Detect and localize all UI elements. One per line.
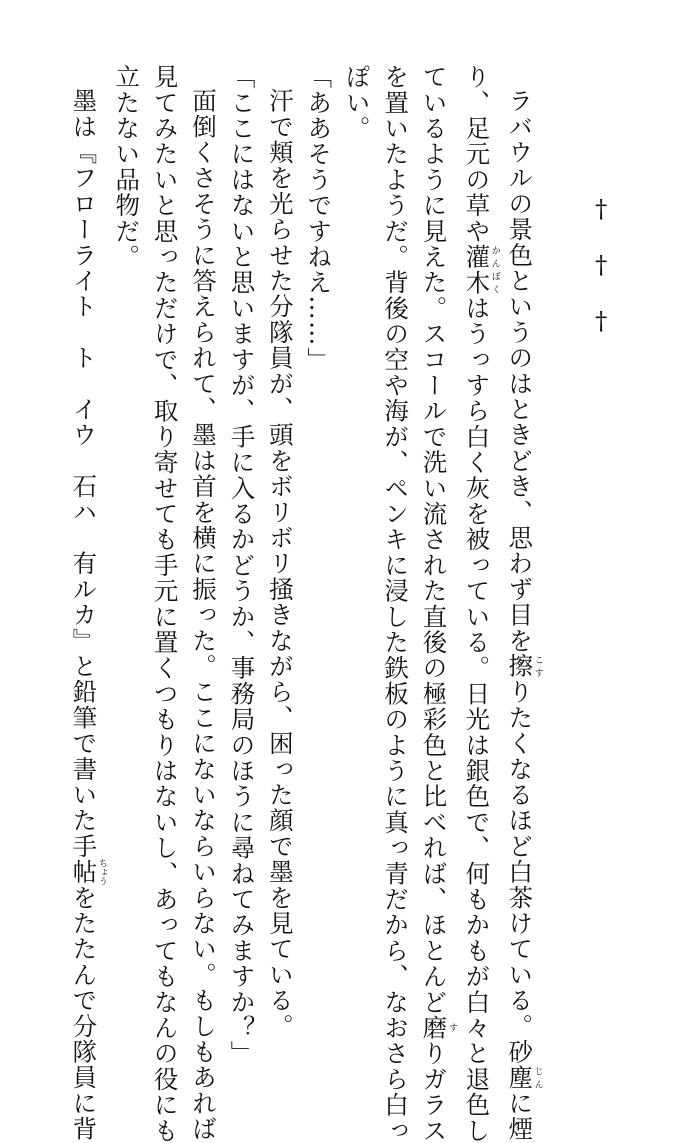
ruby-annotation	[505, 653, 543, 680]
ruby-annotation	[505, 1064, 543, 1091]
text-segment: り、足元の草や	[462, 64, 492, 244]
text-line	[145, 64, 183, 1143]
ruby-base: 擦	[505, 653, 535, 680]
text-segment: りガラス	[419, 1040, 449, 1143]
text-line	[184, 64, 222, 1142]
text-line	[260, 64, 298, 1039]
text-segment: 「ああそうですねえ……」	[304, 64, 334, 373]
ruby-annotation	[419, 1014, 457, 1041]
text-segment: りたくなるほど白茶けている。砂	[505, 679, 535, 1065]
ruby-annotation	[462, 243, 500, 296]
text-segment: をたたんで分隊員に背	[69, 884, 99, 1142]
text-line	[457, 64, 500, 1143]
text-segment: ているように見えた。スコールで洗い流された直後の極彩色と比べれば、ほとんど	[419, 64, 449, 1015]
text-segment: 汗で頬を光らせた分隊員が、頭をボリボリ掻きながら、困った顔で墨を見ている。	[265, 88, 295, 1039]
text-segment: を置いたようだ。背後の空や海が、ペンキに浸した鉄板のように真っ青だから、なおさら白っ	[381, 64, 411, 1143]
ruby-reading: す	[446, 1014, 457, 1041]
text-segment: はうっすら白く灰を被っている。日光は銀色で、何もかもが白々と退色し	[462, 295, 492, 1143]
ruby-annotation	[69, 858, 107, 886]
text-segment: 墨は『フローライト ト イウ 石ハ 有ルカ』と鉛筆で書いた手	[69, 88, 99, 859]
section-separator: † † †	[586, 194, 616, 336]
text-line	[376, 64, 414, 1143]
text-line	[500, 64, 543, 1142]
ruby-base: 塵	[505, 1064, 535, 1091]
text-line	[64, 64, 107, 1142]
text-line	[222, 64, 260, 1067]
ruby-base: 灌木	[462, 243, 492, 296]
ruby-reading: こす	[532, 653, 543, 680]
text-line	[414, 64, 457, 1143]
ruby-reading: じん	[532, 1064, 543, 1091]
text-line	[107, 64, 145, 964]
ruby-base: 帖	[69, 858, 99, 886]
text-segment: ラバウルの景色というのはときどき、思わず目を	[505, 88, 535, 654]
text-segment: 立たない品物だ。	[112, 64, 142, 270]
blank-line	[620, 64, 658, 964]
ruby-reading: ちょう	[96, 858, 107, 886]
vertical-text-body	[38, 64, 658, 1143]
text-segment: に煙	[505, 1090, 535, 1142]
text-segment: 見てみたいと思っただけで、取り寄せても手元に置くつもりはないし、あってもなんの役にも	[150, 64, 180, 1143]
text-segment: 「ここにはないと思いますが、手に入るかどうか、事務局のほうに尋ねてみますか？」	[227, 64, 257, 1067]
text-segment: ぽい。	[342, 64, 372, 142]
ruby-reading: かんぼく	[489, 243, 500, 296]
blank-line	[543, 64, 581, 964]
text-line	[299, 64, 337, 964]
text-segment: 面倒くさそうに答えられて、墨は首を横に振った。ここにないならいらない。もしもあれば	[189, 88, 219, 1142]
text-line	[337, 64, 375, 964]
ruby-base: 磨	[419, 1014, 449, 1041]
